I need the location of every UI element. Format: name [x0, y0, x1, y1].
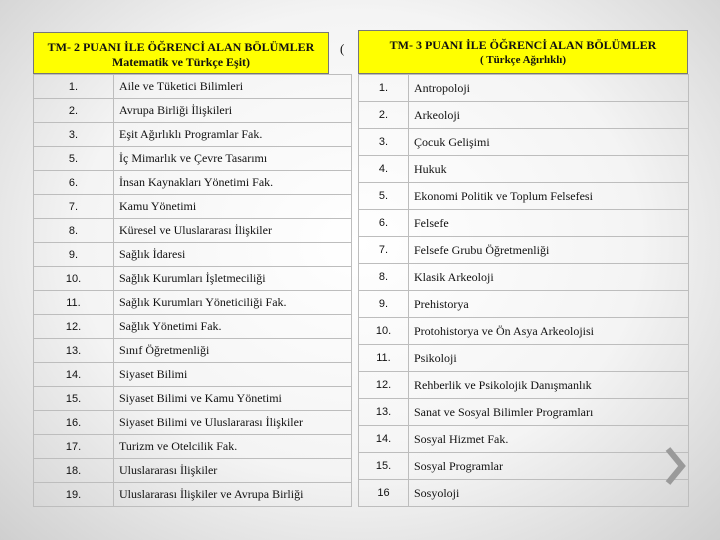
row-number: 14. [359, 426, 409, 453]
row-number: 1. [359, 75, 409, 102]
row-number: 12. [34, 315, 114, 339]
separator-paren: ( [340, 41, 345, 56]
right-table-header [358, 30, 688, 74]
department-name: Hukuk [409, 156, 689, 183]
table-row [359, 372, 689, 399]
department-name: Turizm ve Otelcilik Fak. [114, 435, 352, 459]
right-header-subtitle: ( Türkçe Ağırlıklı) [480, 54, 566, 66]
row-number: 7. [34, 195, 114, 219]
department-name: Eşit Ağırlıklı Programlar Fak. [114, 123, 352, 147]
table-row [34, 171, 352, 195]
department-name: Siyaset Bilimi ve Uluslararası İlişkiler [114, 411, 352, 435]
row-number: 4. [359, 156, 409, 183]
department-name: Aile ve Tüketici Bilimleri [114, 75, 352, 99]
row-number: 1. [34, 75, 114, 99]
table-row [34, 291, 352, 315]
table-row [34, 387, 352, 411]
row-number: 3. [359, 129, 409, 156]
table-row [359, 426, 689, 453]
department-name: Sağlık Kurumları İşletmeciliği [114, 267, 352, 291]
table-row [359, 345, 689, 372]
department-name: Sağlık Yönetimi Fak. [114, 315, 352, 339]
table-row [34, 243, 352, 267]
department-name: Sınıf Öğretmenliği [114, 339, 352, 363]
department-name: Uluslararası İlişkiler ve Avrupa Birliği [114, 483, 352, 507]
department-name: Avrupa Birliği İlişkileri [114, 99, 352, 123]
left-table-header [33, 32, 329, 74]
row-number: 12. [359, 372, 409, 399]
table-row [34, 99, 352, 123]
row-number: 2. [34, 99, 114, 123]
chevron-right-icon [663, 446, 687, 486]
department-name: Arkeoloji [409, 102, 689, 129]
right-header-title: TM- 3 PUANI İLE ÖĞRENCİ ALAN BÖLÜMLER [389, 38, 657, 52]
department-name: Kamu Yönetimi [114, 195, 352, 219]
next-slide-button[interactable] [663, 446, 687, 491]
table-row [34, 315, 352, 339]
department-name: Çocuk Gelişimi [409, 129, 689, 156]
table-row [359, 183, 689, 210]
table-row [359, 237, 689, 264]
department-name: Siyaset Bilimi [114, 363, 352, 387]
row-number: 13. [34, 339, 114, 363]
department-name: Sosyal Hizmet Fak. [409, 426, 689, 453]
department-name: Antropoloji [409, 75, 689, 102]
department-name: Sağlık Kurumları Yöneticiliği Fak. [114, 291, 352, 315]
table-row [359, 291, 689, 318]
table-row [34, 219, 352, 243]
row-number: 16 [359, 480, 409, 507]
table-row [34, 147, 352, 171]
row-number: 6. [359, 210, 409, 237]
table-row [34, 459, 352, 483]
row-number: 19. [34, 483, 114, 507]
left-department-table [33, 74, 352, 507]
department-name: Uluslararası İlişkiler [114, 459, 352, 483]
table-row [34, 411, 352, 435]
department-name: Protohistorya ve Ön Asya Arkeolojisi [409, 318, 689, 345]
table-row [34, 363, 352, 387]
row-number: 8. [34, 219, 114, 243]
table-row [359, 480, 689, 507]
table-row [359, 318, 689, 345]
department-name: Rehberlik ve Psikolojik Danışmanlık [409, 372, 689, 399]
left-header-title: TM- 2 PUANI İLE ÖĞRENCİ ALAN BÖLÜMLER [47, 40, 315, 54]
row-number: 2. [359, 102, 409, 129]
table-row [34, 75, 352, 99]
row-number: 16. [34, 411, 114, 435]
row-number: 13. [359, 399, 409, 426]
department-name: Psikoloji [409, 345, 689, 372]
table-row [34, 123, 352, 147]
table-row [34, 483, 352, 507]
row-number: 10. [34, 267, 114, 291]
department-name: Sağlık İdaresi [114, 243, 352, 267]
table-row [359, 210, 689, 237]
department-name: Küresel ve Uluslararası İlişkiler [114, 219, 352, 243]
row-number: 3. [34, 123, 114, 147]
department-name: Felsefe [409, 210, 689, 237]
department-name: Prehistorya [409, 291, 689, 318]
department-name: Sosyoloji [409, 480, 689, 507]
department-name: Ekonomi Politik ve Toplum Felsefesi [409, 183, 689, 210]
table-row [359, 129, 689, 156]
table-row [359, 453, 689, 480]
row-number: 9. [359, 291, 409, 318]
row-number: 15. [359, 453, 409, 480]
row-number: 9. [34, 243, 114, 267]
table-row [34, 195, 352, 219]
department-name: Siyaset Bilimi ve Kamu Yönetimi [114, 387, 352, 411]
department-name: Sosyal Programlar [409, 453, 689, 480]
row-number: 10. [359, 318, 409, 345]
row-number: 11. [359, 345, 409, 372]
row-number: 15. [34, 387, 114, 411]
row-number: 14. [34, 363, 114, 387]
table-row [359, 399, 689, 426]
table-row [359, 102, 689, 129]
row-number: 6. [34, 171, 114, 195]
department-name: İnsan Kaynakları Yönetimi Fak. [114, 171, 352, 195]
department-name: İç Mimarlık ve Çevre Tasarımı [114, 147, 352, 171]
department-name: Felsefe Grubu Öğretmenliği [409, 237, 689, 264]
left-header-subtitle: Matematik ve Türkçe Eşit) [111, 55, 251, 69]
row-number: 8. [359, 264, 409, 291]
row-number: 18. [34, 459, 114, 483]
department-name: Sanat ve Sosyal Bilimler Programları [409, 399, 689, 426]
department-name: Klasik Arkeoloji [409, 264, 689, 291]
table-row [34, 267, 352, 291]
table-row [359, 264, 689, 291]
right-department-table [358, 74, 689, 507]
row-number: 7. [359, 237, 409, 264]
row-number: 5. [359, 183, 409, 210]
row-number: 11. [34, 291, 114, 315]
table-row [34, 435, 352, 459]
table-row [359, 156, 689, 183]
row-number: 17. [34, 435, 114, 459]
table-row [34, 339, 352, 363]
row-number: 5. [34, 147, 114, 171]
table-row [359, 75, 689, 102]
